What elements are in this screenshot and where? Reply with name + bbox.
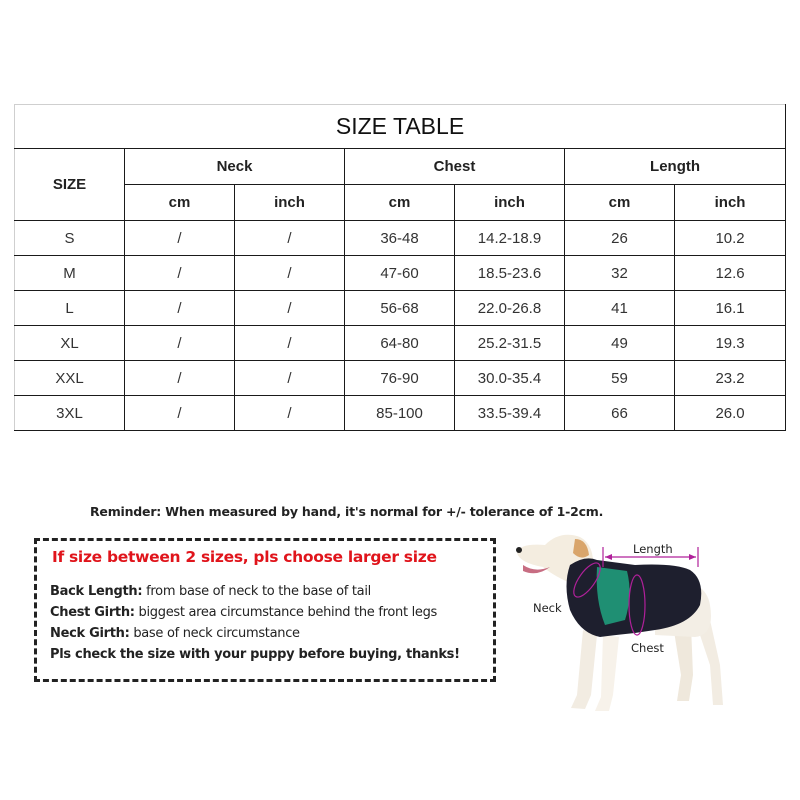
neck-inch-cell: / [235, 256, 345, 291]
chest-inch-cell: 25.2-31.5 [455, 326, 565, 361]
neck-cm-cell: / [125, 221, 235, 256]
definition-label: Neck Girth: [50, 626, 130, 641]
neck-girth-definition [50, 623, 460, 644]
size-cell: S [15, 221, 125, 256]
choose-larger-size-warning: If size between 2 sizes, pls choose larger size [52, 548, 437, 566]
length-inch-cell: 26.0 [675, 396, 786, 431]
length-inch-cell: 10.2 [675, 221, 786, 256]
chest-girth-definition [50, 602, 460, 623]
length-cm-header: cm [565, 185, 675, 221]
chest-cm-cell: 85-100 [345, 396, 455, 431]
definition-text: base of neck circumstance [129, 626, 300, 641]
neck-inch-cell: / [235, 291, 345, 326]
chest-cm-cell: 76-90 [345, 361, 455, 396]
neck-inch-cell: / [235, 221, 345, 256]
size-cell: M [15, 256, 125, 291]
size-column-header: SIZE [15, 149, 125, 221]
size-cell: XXL [15, 361, 125, 396]
length-inch-header: inch [675, 185, 786, 221]
table-row [15, 256, 786, 291]
length-cm-cell: 49 [565, 326, 675, 361]
table-row [15, 221, 786, 256]
neck-measure-label: Neck [533, 601, 562, 615]
neck-cm-cell: / [125, 396, 235, 431]
neck-inch-header: inch [235, 185, 345, 221]
length-inch-cell: 16.1 [675, 291, 786, 326]
neck-group-header: Neck [125, 149, 345, 185]
table-row [15, 291, 786, 326]
length-cm-cell: 32 [565, 256, 675, 291]
chest-cm-cell: 64-80 [345, 326, 455, 361]
length-inch-cell: 19.3 [675, 326, 786, 361]
chest-cm-cell: 56-68 [345, 291, 455, 326]
neck-inch-cell: / [235, 396, 345, 431]
neck-cm-cell: / [125, 291, 235, 326]
chest-cm-cell: 47-60 [345, 256, 455, 291]
table-row [15, 326, 786, 361]
neck-cm-cell: / [125, 326, 235, 361]
chest-cm-cell: 36-48 [345, 221, 455, 256]
tolerance-reminder: Reminder: When measured by hand, it's normal for +/- tolerance of 1-2cm. [90, 504, 604, 519]
chest-inch-cell: 30.0-35.4 [455, 361, 565, 396]
neck-inch-cell: / [235, 361, 345, 396]
chest-inch-cell: 33.5-39.4 [455, 396, 565, 431]
chest-cm-header: cm [345, 185, 455, 221]
definition-label: Chest Girth: [50, 605, 135, 620]
length-measure-label: Length [633, 542, 673, 556]
size-cell: XL [15, 326, 125, 361]
table-title: SIZE TABLE [15, 105, 786, 149]
sizing-notes-box [34, 538, 496, 682]
length-cm-cell: 59 [565, 361, 675, 396]
chest-inch-cell: 18.5-23.6 [455, 256, 565, 291]
neck-cm-header: cm [125, 185, 235, 221]
size-cell: L [15, 291, 125, 326]
dog-in-vest-illustration [505, 525, 725, 725]
size-cell: 3XL [15, 396, 125, 431]
length-inch-cell: 23.2 [675, 361, 786, 396]
length-inch-cell: 12.6 [675, 256, 786, 291]
measurement-definitions [50, 581, 460, 665]
chest-group-header: Chest [345, 149, 565, 185]
table-row [15, 361, 786, 396]
closing-note: Pls check the size with your puppy before buying, thanks! [50, 647, 460, 662]
chest-inch-header: inch [455, 185, 565, 221]
neck-cm-cell: / [125, 361, 235, 396]
back-length-definition [50, 581, 460, 602]
neck-inch-cell: / [235, 326, 345, 361]
definition-label: Back Length: [50, 584, 143, 599]
length-group-header: Length [565, 149, 786, 185]
table-row [15, 396, 786, 431]
definition-text: biggest area circumstance behind the front legs [134, 605, 438, 620]
length-cm-cell: 66 [565, 396, 675, 431]
neck-cm-cell: / [125, 256, 235, 291]
dog-measurement-diagram [505, 525, 725, 725]
chest-measure-label: Chest [631, 641, 664, 655]
length-cm-cell: 41 [565, 291, 675, 326]
chest-inch-cell: 22.0-26.8 [455, 291, 565, 326]
chest-inch-cell: 14.2-18.9 [455, 221, 565, 256]
size-table [14, 104, 786, 431]
definition-text: from base of neck to the base of tail [142, 584, 371, 599]
length-cm-cell: 26 [565, 221, 675, 256]
